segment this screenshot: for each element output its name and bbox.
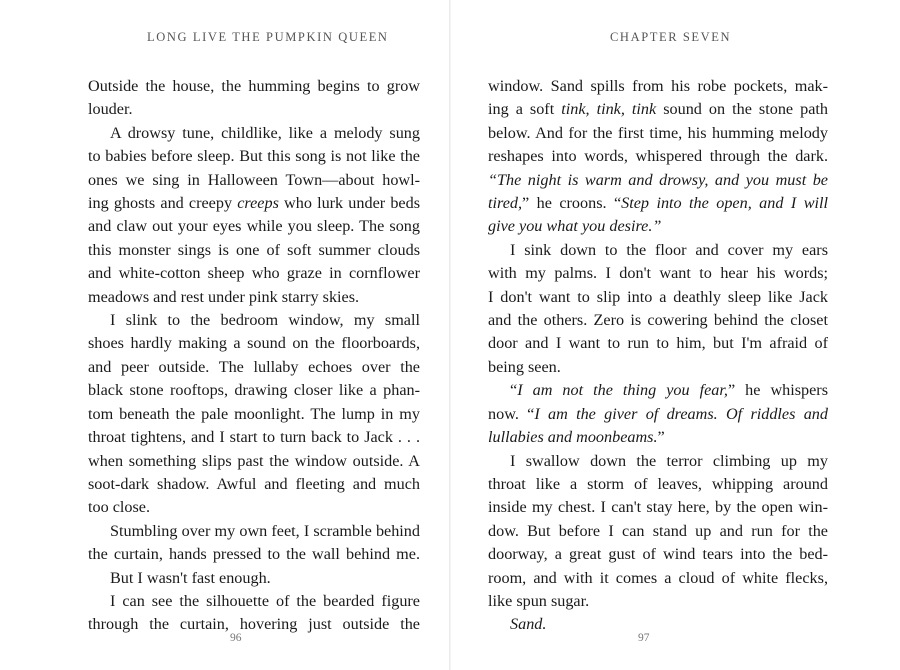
text-line: give you what you desire.”: [488, 217, 662, 236]
text-line: the curtain, hands pressed to the wall behind me.: [88, 545, 420, 564]
text-line: tom beneath the pale moonlight. The lump in my: [88, 404, 420, 423]
italic-quote: lullabies and moonbeams.: [488, 428, 658, 447]
text-line: ones we sing in Halloween Town—about howl-: [88, 170, 420, 189]
text-line: shoes hardly making a sound on the floorboards,: [88, 334, 420, 353]
text-line: I sink down to the floor and cover my ears: [510, 240, 828, 259]
text-line: Stumbling over my own feet, I scramble behind: [110, 521, 420, 540]
text-line: soot-dark shadow. Awful and fleeting and much: [88, 474, 420, 493]
text-line: door and I want to run to him, but I'm afraid of: [488, 334, 828, 353]
text-line: dow. But before I can stand up and run for the: [488, 521, 828, 540]
text-line: with my palms. I don't want to hear his words;: [488, 264, 828, 283]
italic-tink-phrase: tink, tink, tink: [561, 100, 657, 119]
text-line: A drowsy tune, childlike, like a melody sung: [110, 123, 420, 142]
text-line: tired,” he croons. “Step into the open, and I will: [488, 194, 828, 213]
italic-word-creeps: creeps: [237, 194, 279, 213]
text-line: like spun sugar.: [488, 591, 590, 610]
text-line: “I am not the thing you fear,” he whispers: [510, 381, 828, 400]
text-line: inside my chest. I can't stay here, by the open win-: [488, 498, 828, 517]
text-line: when something slips past the window outside. A: [88, 451, 420, 470]
text-line: black stone rooftops, drawing closer like a phan-: [88, 381, 420, 400]
text-line: I don't want to slip into a deathly sleep like Jack: [488, 287, 828, 306]
text-line: window. Sand spills from his robe pockets, mak-: [488, 77, 828, 95]
text-line: I swallow down the terror climbing up my: [510, 451, 828, 470]
text-line: and the others. Zero is cowering behind the closet: [488, 311, 828, 330]
text-line: and claw out your eyes while you sleep. The song: [88, 217, 420, 236]
text-line: I can see the silhouette of the bearded figure: [110, 591, 420, 610]
text-line: below. And for the first time, his humming melody: [488, 123, 828, 142]
text-line: louder.: [88, 100, 133, 119]
text-line: doorway, a great gust of wind tears into the bed-: [488, 545, 828, 564]
text-line: now. “I am the giver of dreams. Of riddles and: [488, 404, 828, 423]
text-line: to babies before sleep. But this song is not like the: [88, 147, 420, 166]
page-number: 97: [638, 632, 650, 644]
italic-quote: I am the giver of dreams. Of riddles and: [534, 404, 828, 423]
text-line: throat like a storm of leaves, whipping around: [488, 474, 828, 493]
text-line: lullabies and moonbeams.”: [488, 428, 665, 447]
text-line: Outside the house, the humming begins to grow: [88, 77, 420, 95]
text-line-sand: Sand.: [510, 615, 547, 634]
text-line: being seen.: [488, 357, 561, 376]
italic-quote: I am not the thing you fear,: [517, 381, 728, 400]
text-line: too close.: [88, 498, 151, 517]
text-line: ing ghosts and creepy creeps who lurk under beds: [88, 194, 420, 213]
text-line: and peer outside. The lullaby echoes over the: [88, 357, 420, 376]
right-page: [450, 0, 900, 670]
text-line: this monster sings is one of soft summer clouds: [88, 240, 420, 259]
italic-quote: give you what you desire.: [488, 217, 653, 236]
running-head-chapter: CHAPTER SEVEN: [610, 30, 732, 44]
text-line: But I wasn't fast enough.: [110, 568, 271, 587]
text-line: throat tightens, and I start to turn back to Jack . . .: [88, 428, 420, 447]
text-line: room, and with it comes a cloud of white flecks,: [488, 568, 828, 587]
left-page-body: [88, 75, 420, 637]
text-line: “The night is warm and drowsy, and you must be: [488, 170, 828, 189]
text-line: meadows and rest under pink starry skies.: [88, 287, 360, 306]
running-head-book-title: LONG LIVE THE PUMPKIN QUEEN: [147, 30, 389, 44]
text-line: ing a soft tink, tink, tink sound on the stone path: [488, 100, 828, 119]
text-line: and white-cotton sheep who graze in cornflower: [88, 264, 420, 283]
page-number: 96: [230, 632, 242, 644]
italic-quote: Step into the open, and I will: [621, 194, 828, 213]
italic-quote: The night is warm and drowsy, and you must be: [497, 170, 828, 189]
right-page-body: [488, 75, 828, 637]
text-line: through the curtain, hovering just outside the: [88, 615, 420, 634]
text-line: reshapes into words, whispered through the dark.: [488, 147, 828, 166]
text-line: I slink to the bedroom window, my small: [110, 311, 420, 330]
italic-quote: tired,: [488, 194, 523, 213]
